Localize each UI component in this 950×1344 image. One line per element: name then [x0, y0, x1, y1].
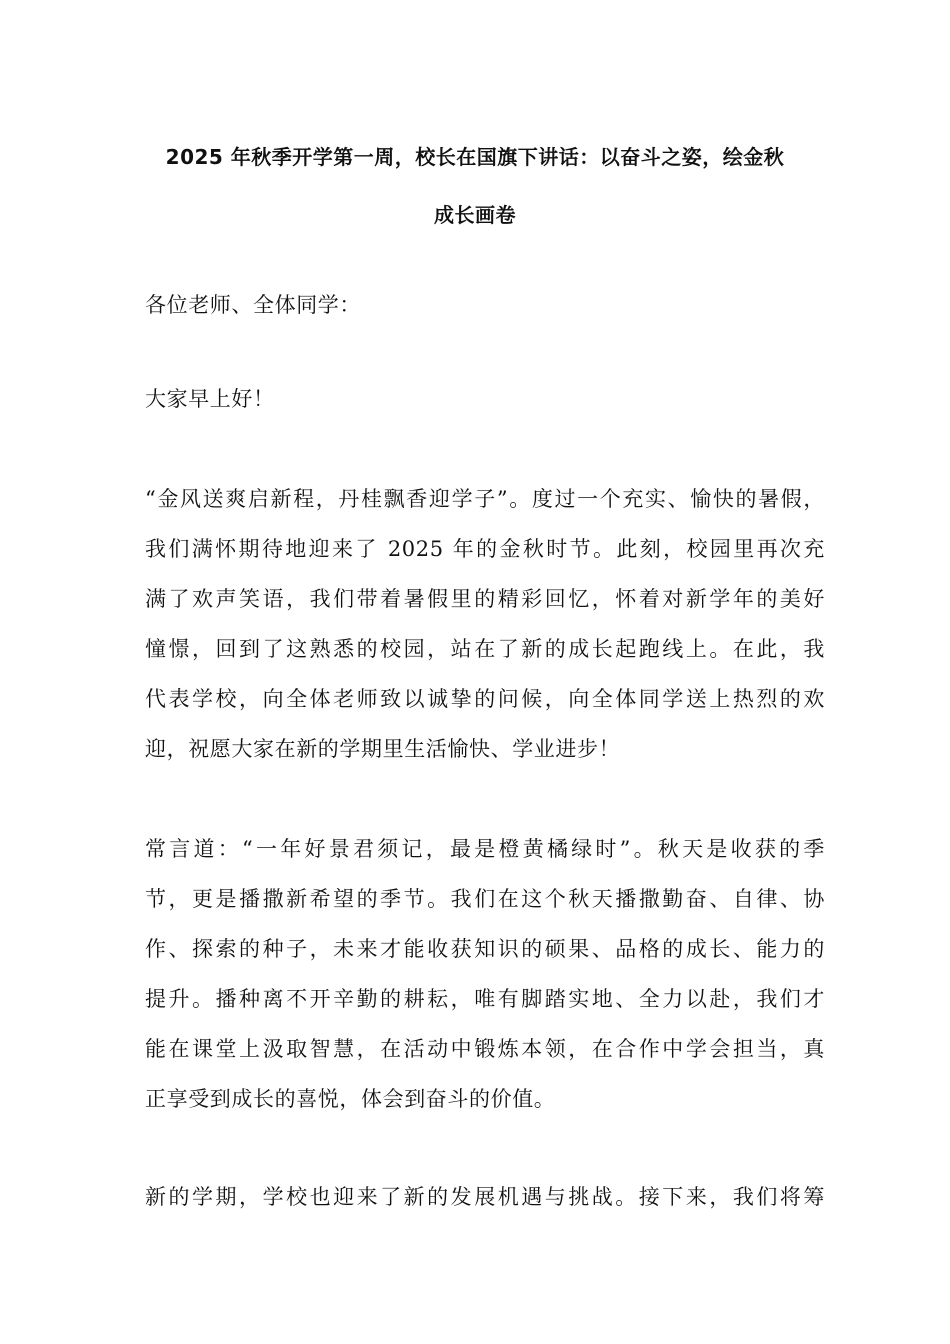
- paragraph-line: 新的学期，学校也迎来了新的发展机遇与挑战。接下来，我们将筹: [145, 1185, 825, 1209]
- greeting-line: 大家早上好！: [145, 387, 275, 411]
- salutation: [145, 280, 825, 330]
- paragraph-line: 我们满怀期待地迎来了 2025 年的金秋时节。此刻，校园里再次充: [145, 537, 825, 561]
- paragraph-3: [145, 1172, 825, 1222]
- paragraph-line: 能在课堂上汲取智慧，在活动中锻炼本领，在合作中学会担当，真: [145, 1037, 825, 1061]
- salutation-line: 各位老师、全体同学：: [145, 293, 361, 317]
- greeting: [145, 374, 825, 424]
- paragraph-line: 迎，祝愿大家在新的学期里生活愉快、学业进步！: [145, 737, 621, 761]
- paragraph-line: “金风送爽启新程，丹桂飘香迎学子”。度过一个充实、愉快的暑假，: [145, 487, 825, 511]
- paragraph-line: 正享受到成长的喜悦，体会到奋斗的价值。: [145, 1087, 556, 1111]
- title-line-1: 2025 年秋季开学第一周，校长在国旗下讲话：以奋斗之姿，绘金秋: [165, 145, 785, 169]
- paragraph-line: 代表学校，向全体老师致以诚挚的问候，向全体同学送上热烈的欢: [145, 687, 825, 711]
- title-line-2: 成长画卷: [434, 203, 516, 227]
- paragraph-2: [145, 824, 825, 1124]
- paragraph-line: 提升。播种离不开辛勤的耕耘，唯有脚踏实地、全力以赴，我们才: [145, 987, 825, 1011]
- paragraph-line: 作、探索的种子，未来才能收获知识的硕果、品格的成长、能力的: [145, 937, 825, 961]
- document-title: [120, 128, 830, 244]
- paragraph-1: [145, 474, 825, 774]
- paragraph-line: 节，更是播撒新希望的季节。我们在这个秋天播撒勤奋、自律、协: [145, 887, 825, 911]
- paragraph-line: 满了欢声笑语，我们带着暑假里的精彩回忆，怀着对新学年的美好: [145, 587, 825, 611]
- paragraph-line: 憧憬，回到了这熟悉的校园，站在了新的成长起跑线上。在此，我: [145, 637, 825, 661]
- paragraph-line: 常言道：“一年好景君须记，最是橙黄橘绿时”。秋天是收获的季: [145, 837, 825, 861]
